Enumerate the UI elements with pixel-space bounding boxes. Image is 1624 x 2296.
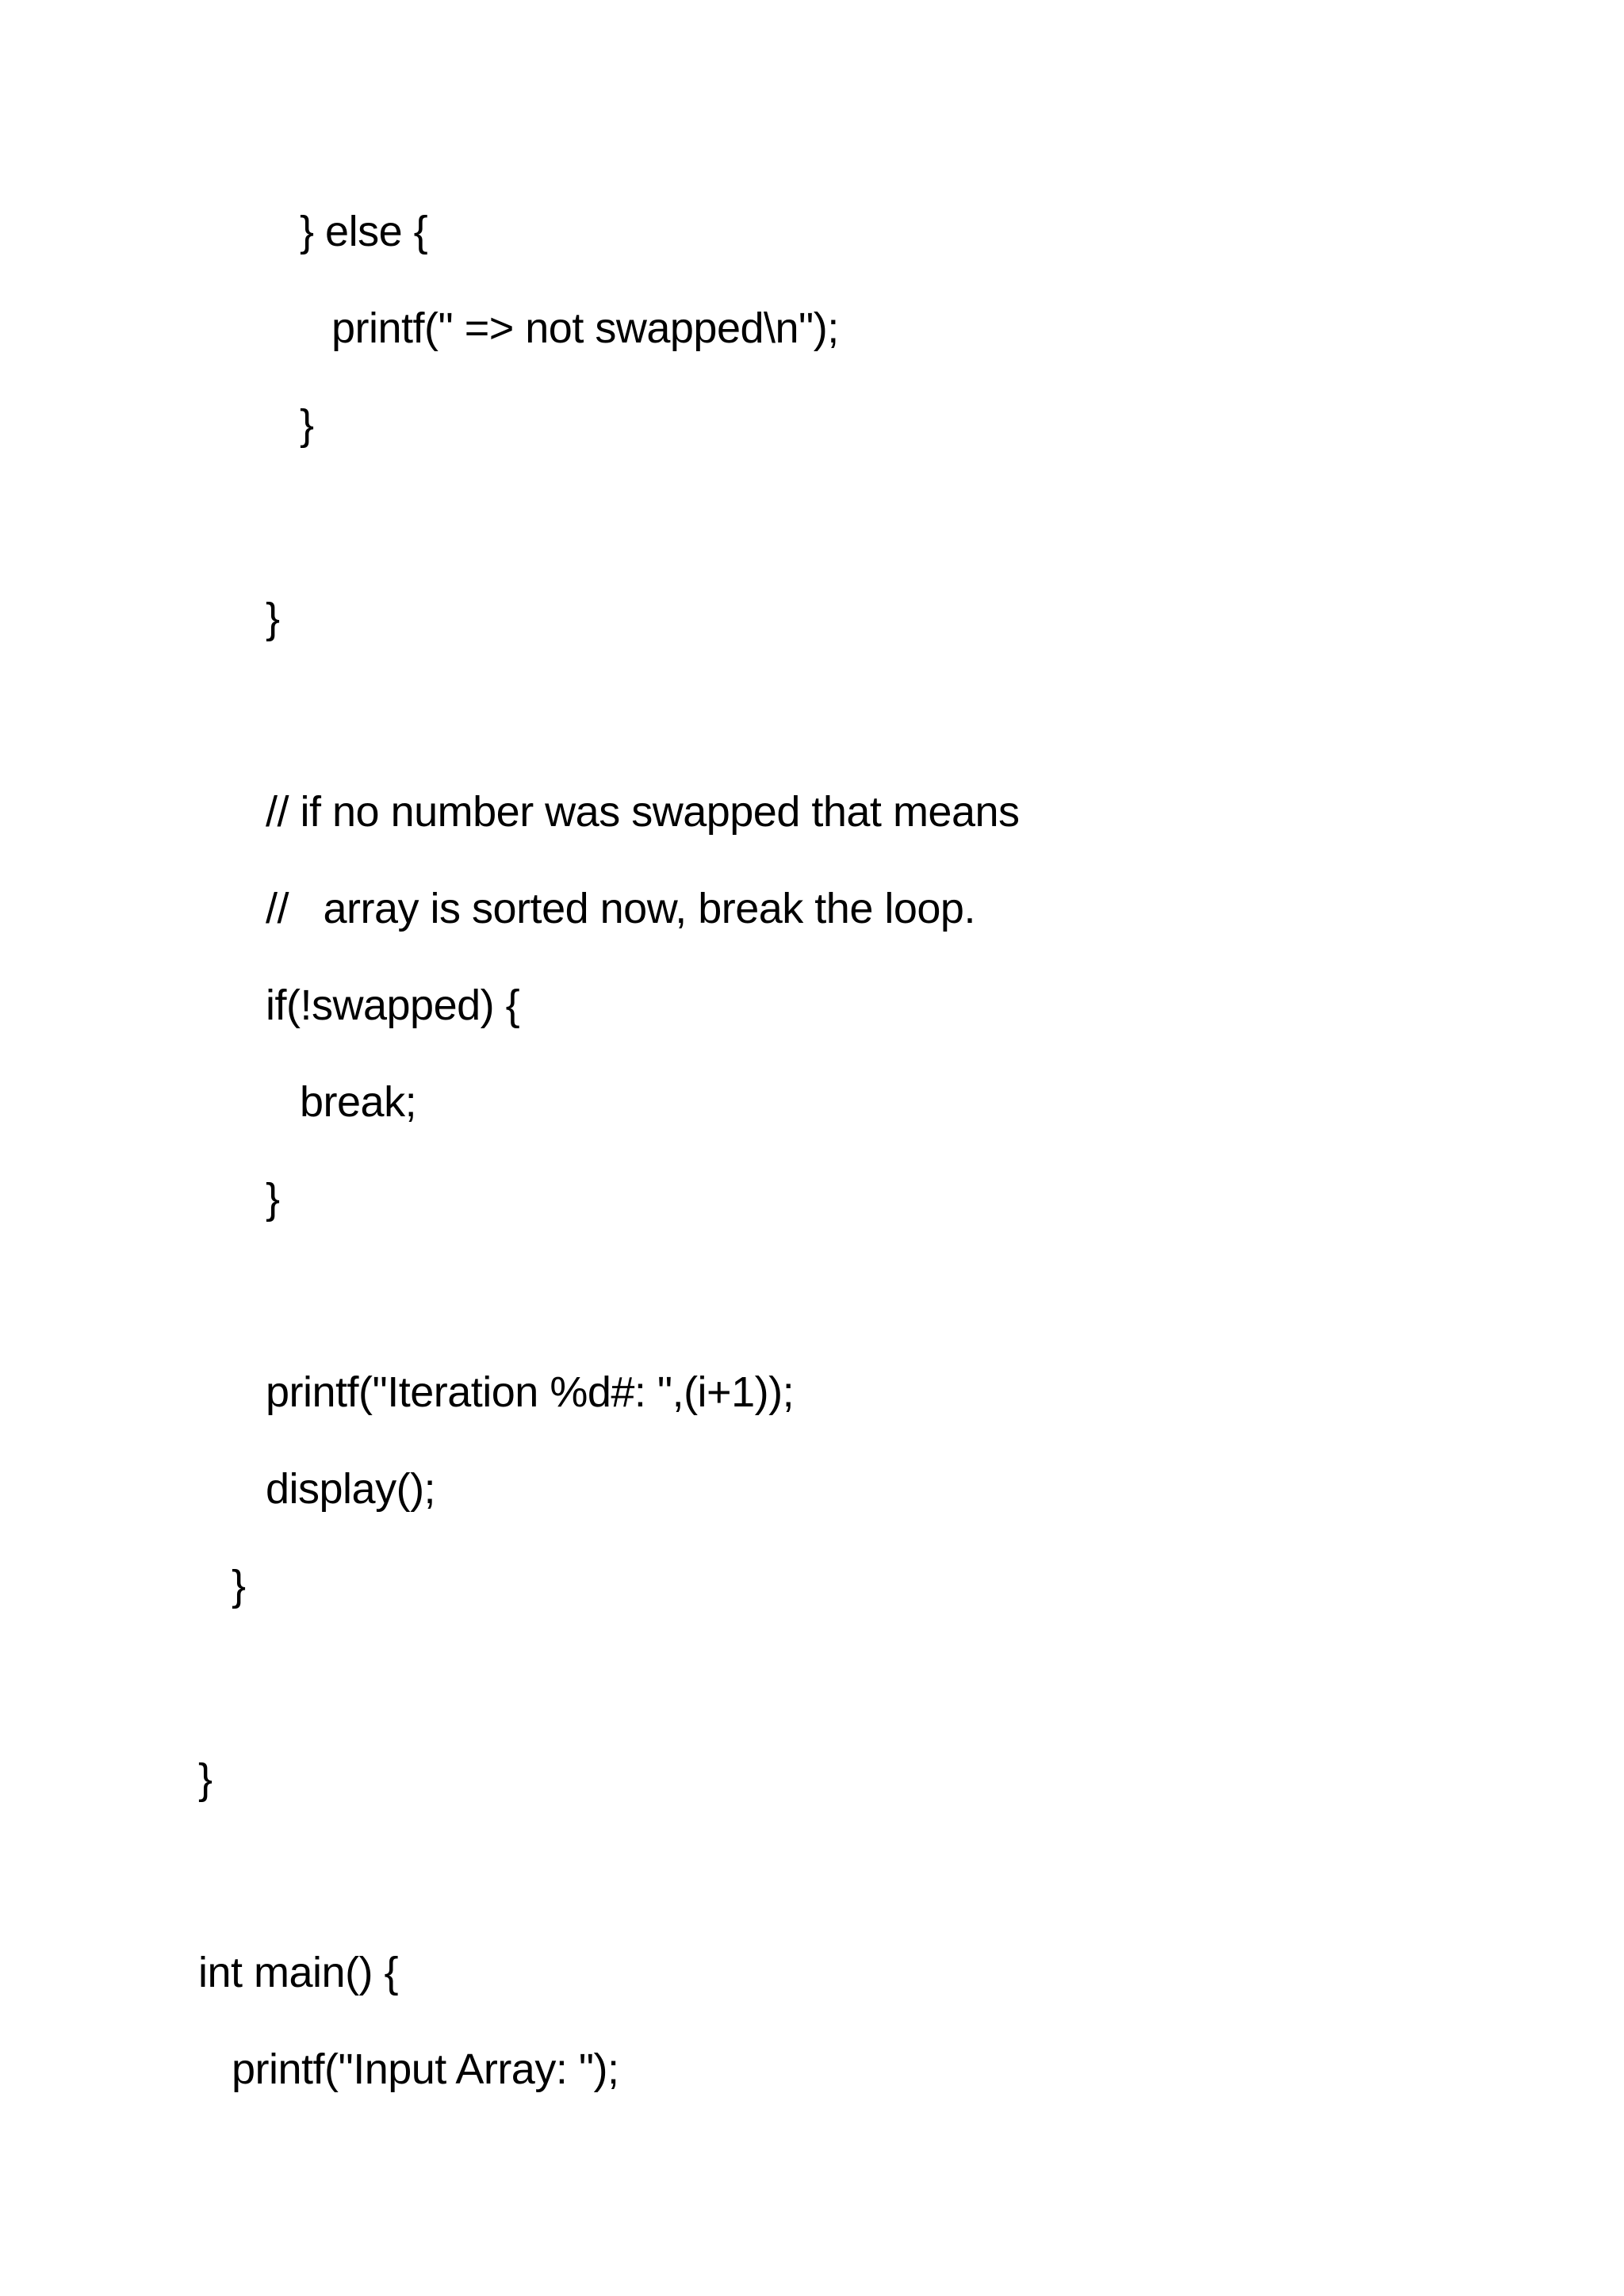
- code-line: printf("Iteration %d#: ",(i+1));: [266, 1368, 795, 1416]
- code-line: int main() {: [198, 1949, 399, 1996]
- code-line: }: [300, 401, 314, 449]
- code-line: } else {: [300, 208, 428, 255]
- code-comment: // if no number was swapped that means: [266, 788, 1020, 836]
- code-line: }: [266, 595, 280, 642]
- code-line: }: [232, 1562, 246, 1609]
- code-comment: // array is sorted now, break the loop.: [266, 885, 975, 932]
- code-line: printf("Input Array: ");: [232, 2045, 619, 2093]
- code-line: }: [198, 1755, 213, 1803]
- code-line: printf(" => not swapped\n");: [331, 304, 839, 352]
- code-line: }: [266, 1175, 280, 1223]
- code-line: break;: [300, 1078, 417, 1126]
- code-line: display();: [266, 1465, 436, 1513]
- code-line: if(!swapped) {: [266, 982, 520, 1029]
